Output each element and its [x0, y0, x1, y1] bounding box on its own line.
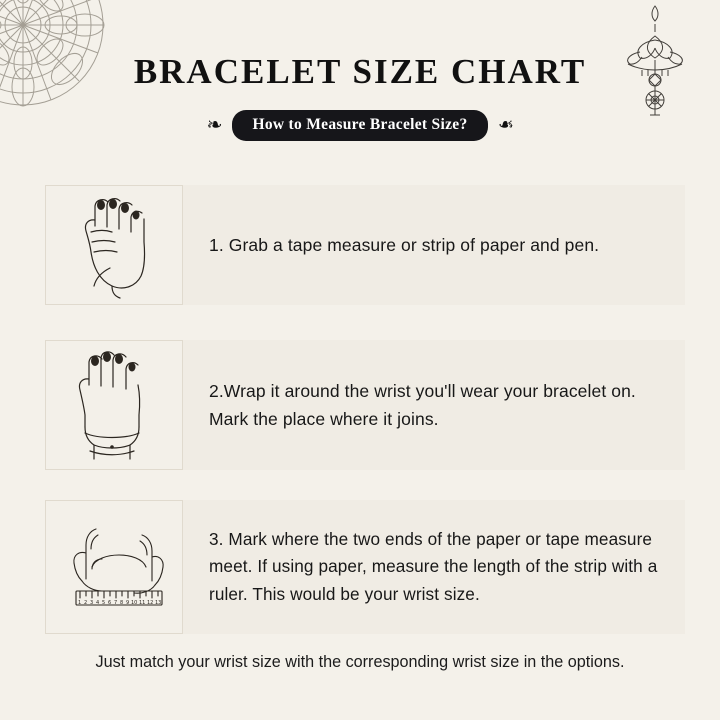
svg-text:9: 9 [126, 600, 130, 606]
svg-text:4: 4 [96, 600, 100, 606]
footer-note: Just match your wrist size with the corresponding wrist size in the options. [95, 653, 625, 671]
svg-text:8: 8 [120, 600, 124, 606]
step-row-3 [45, 500, 685, 634]
step-3-text: 3. Mark where the two ends of the paper or tape measure meet. If using paper, measure the length of the strip with a ruler. This would be your wrist size. [209, 528, 658, 604]
step-row-1 [45, 185, 685, 305]
hand-with-tape-around-wrist-line-drawing [45, 340, 183, 470]
svg-text:7: 7 [114, 600, 118, 606]
page-title: BRACELET SIZE CHART [133, 52, 587, 91]
subtitle-badge: How to Measure Bracelet Size? [232, 110, 487, 141]
flourish-right-icon: ❧ [497, 114, 514, 136]
step-2-text: 2.Wrap it around the wrist you'll wear your bracelet on. Mark the place where it joins. [209, 380, 636, 429]
closed-fist-line-drawing [45, 185, 183, 305]
flourish-left-icon: ❧ [206, 114, 223, 136]
svg-text:3: 3 [90, 600, 94, 606]
svg-text:5: 5 [102, 600, 106, 606]
hands-measuring-strip-with-ruler-line-drawing [45, 500, 183, 634]
step-1-text: 1. Grab a tape measure or strip of paper and pen. [209, 234, 600, 255]
step-row-2 [45, 340, 685, 470]
svg-text:2: 2 [84, 600, 88, 606]
svg-text:6: 6 [108, 600, 112, 606]
svg-text:11: 11 [139, 600, 146, 606]
svg-text:13: 13 [155, 600, 162, 606]
subtitle-row [0, 110, 720, 141]
svg-text:12: 12 [147, 600, 154, 606]
svg-text:1: 1 [78, 600, 82, 606]
svg-text:10: 10 [131, 600, 138, 606]
